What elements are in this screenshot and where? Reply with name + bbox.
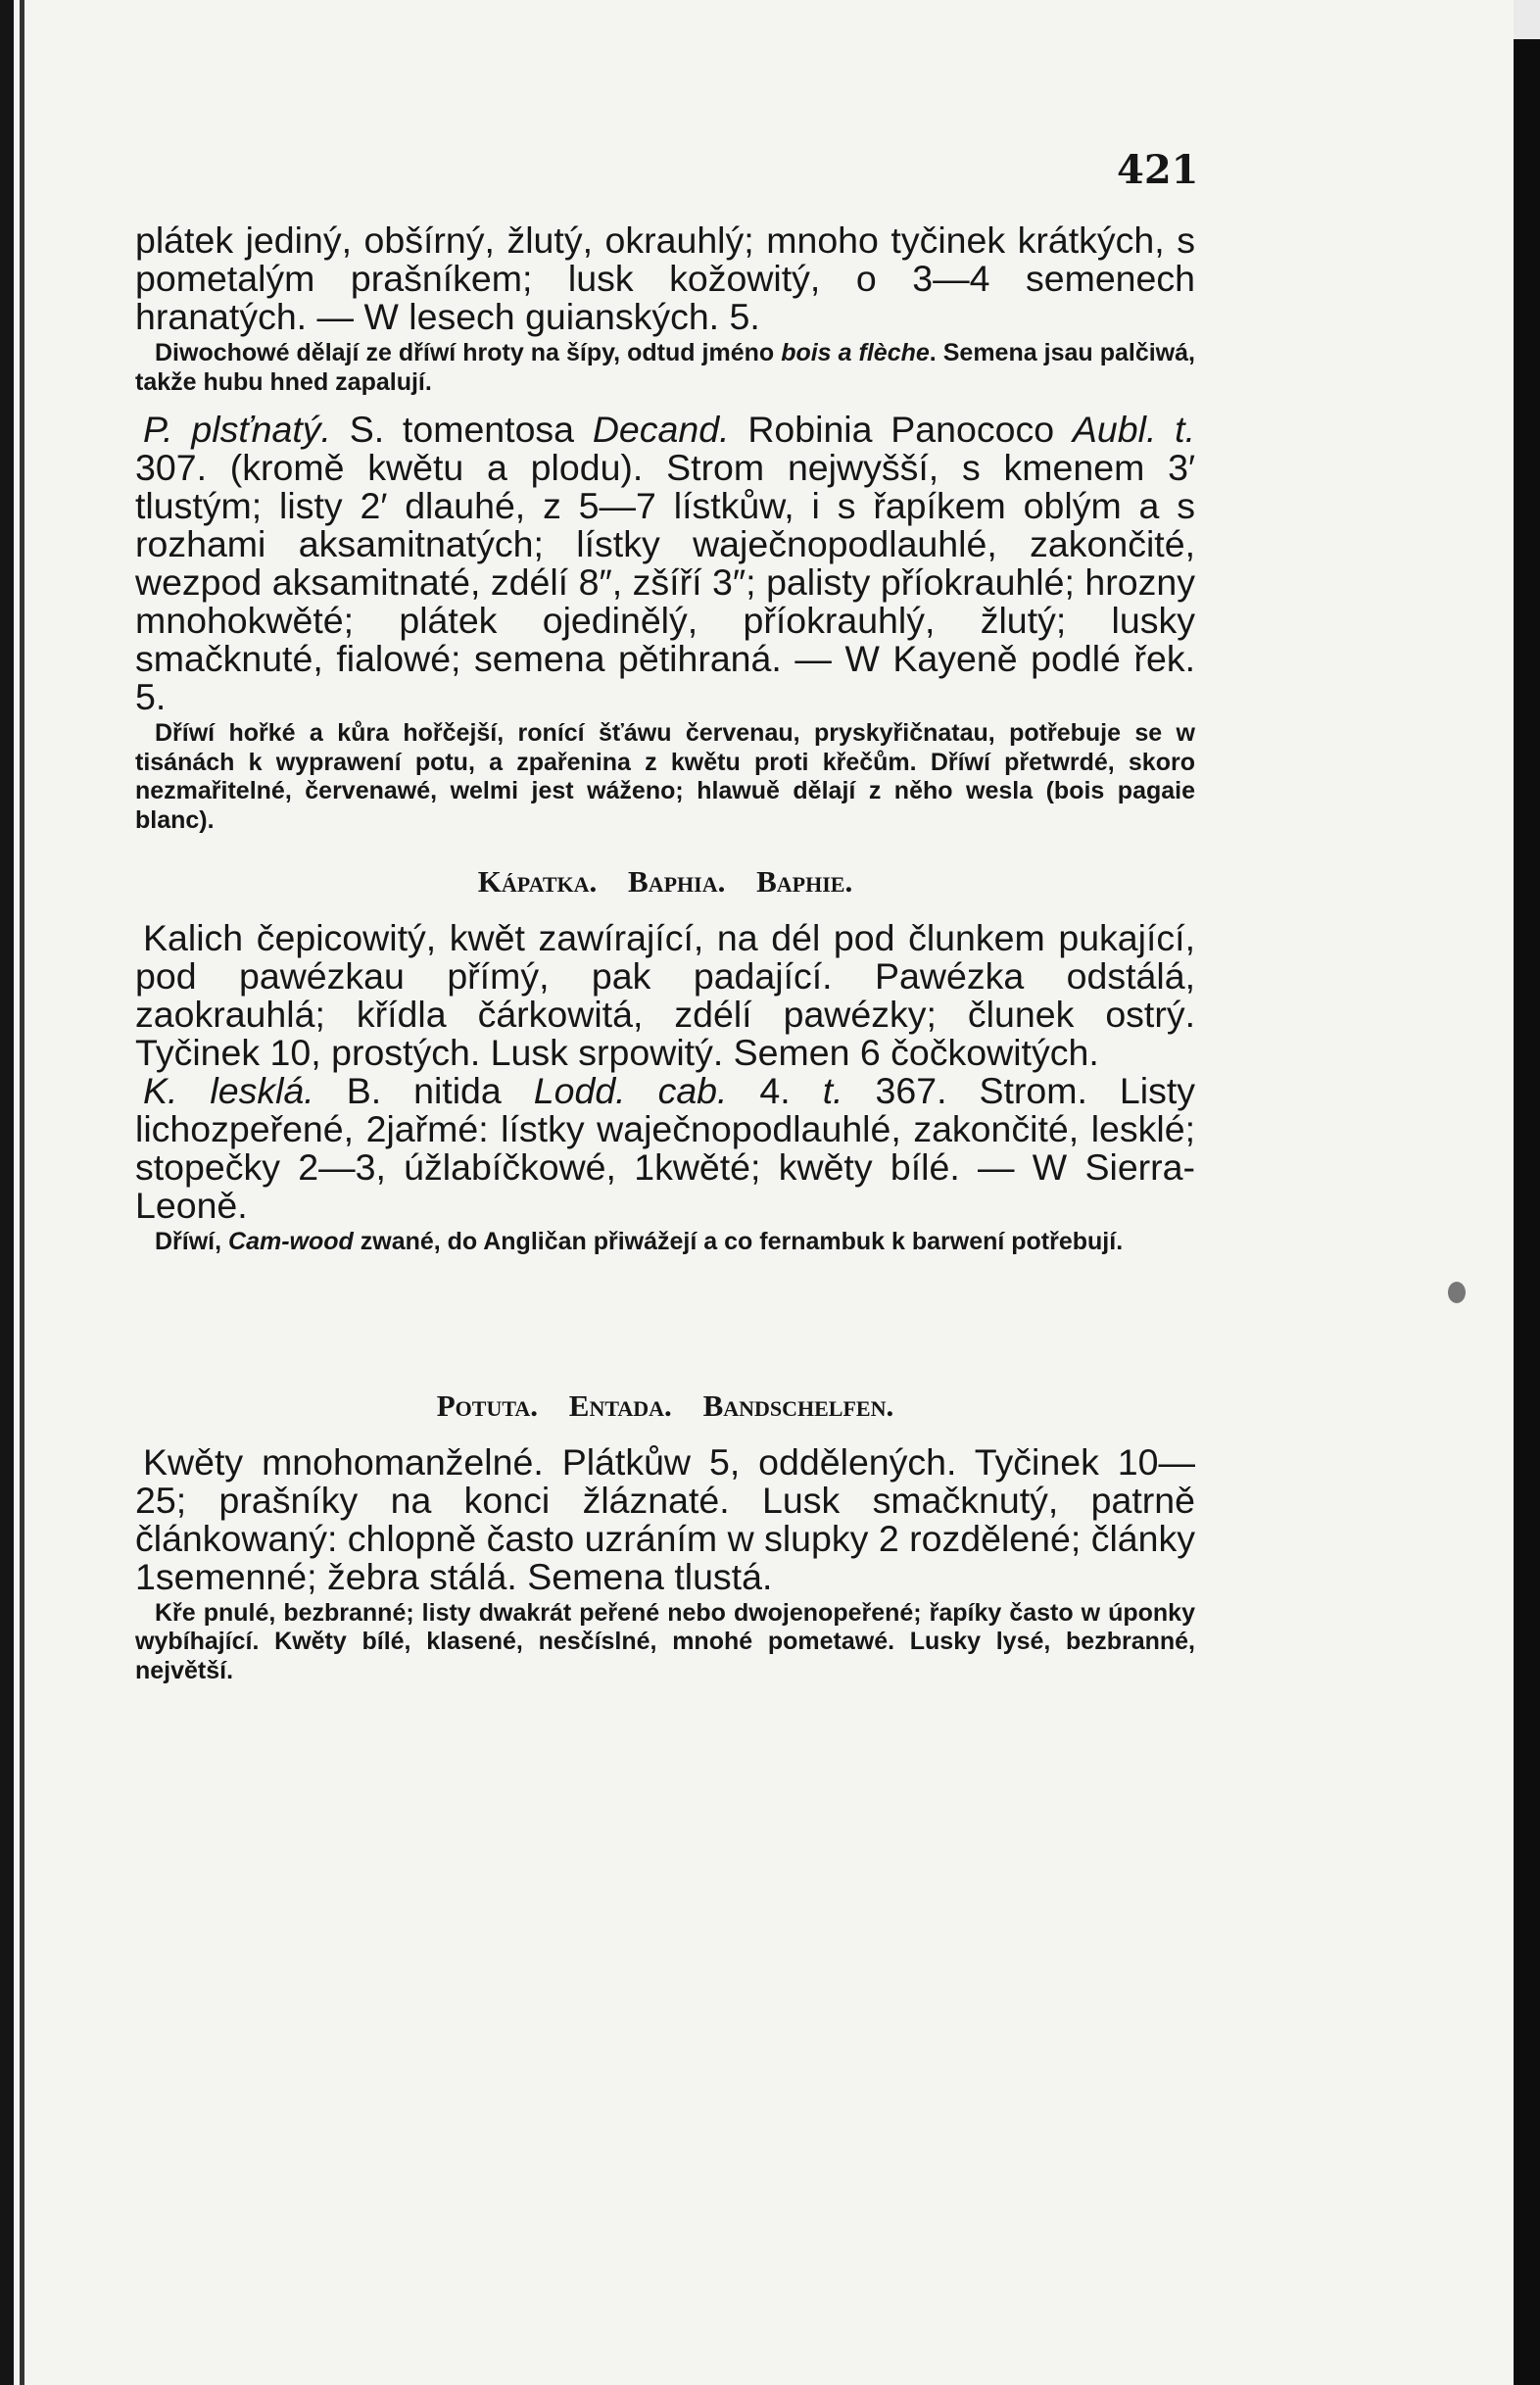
genus-2-name-cz: Potuta. [436,1387,539,1423]
genus-description-entada: Kwěty mnohomanželné. Plátkůw 5, oddělených. Tyčinek 10—25; prašníky na konci žláznaté. Lusk smačknutý, patrně článkowaný: chlopně často uzráním w slupky 2 rozdělené; články 1semenné; žebra stálá. Semena tlustá. [135,1440,1195,1597]
note-1-text-a: Diwochowé dělají ze dříwí hroty na šípy, odtud jméno [155,339,782,366]
note-1 [135,339,1195,397]
genus-2-name-la: Entada. [568,1387,672,1423]
species-2-name-cz: K. lesklá. [143,1070,314,1111]
species-author: Decand. [592,409,730,450]
species-ref: Aubl. t. [1072,409,1195,450]
genus-2-name-de: Bandschelfen. [702,1387,894,1423]
note-1-text-b: bois a flèche [781,339,930,366]
note-3-text-a: Dříwí, [155,1228,229,1255]
note-3-text-c: zwané, do Angličan přiwážejí a co fernambuk k barwení potřebují. [353,1228,1124,1255]
scan-border-top [1514,0,1540,39]
genus-name-la: Baphia. [628,864,726,899]
genus-name-cz: Kápatka. [477,864,598,899]
scan-border [1514,0,1540,2385]
species-2-author: Lodd. cab. [533,1070,728,1111]
species-name-cz: P. plsťnatý. [143,409,331,450]
species-2-ref: t. [822,1070,843,1111]
species-text-d: Robinia Panococo [729,409,1073,450]
genus-name-fr: Baphie. [756,864,853,899]
note-2: Dříwí hořké a kůra hořčejší, ronící šťáwu červenau, pryskyřičnatau, potřebuje se w tisánách k wyprawení potu, a zpařenina z kwětu proti křečům. Dříwí přetwrdé, skoro nezmařitelné, červenawé, welmi jest wáženo; hlawuě dělají z něho wesla (bois pagaie blanc). [135,719,1195,834]
note-1-text-c: . Semena jsau palčiwá, takže hubu hned zapalují. [135,339,1195,396]
genus-heading-entada [135,1388,1195,1424]
species-2-text-d: 4. [727,1070,823,1111]
species-baphia-nitida [135,1072,1195,1225]
species-paba [135,411,1195,716]
note-3-text-b: Cam-wood [228,1228,354,1255]
paragraph-1: plátek jediný, obšírný, žlutý, okrauhlý; mnoho tyčinek krátkých, s pometalým prašníkem; lusk kožowitý, o 3—4 semenech hranatých. — W lesech guianských. 5. [135,219,1195,337]
species-2-text-b: B. nitida [313,1070,534,1111]
species-2-description: 367. Strom. Listy lichozpeřené, 2jařmé: lístky waječnopodlauhlé, zakončité, lesklé; stopečky 2—3, úžlabíčkowé, 1kwěté; kwěty bílé. — W Sierra-Leoně. [135,1070,1195,1226]
binding-line [20,0,24,2385]
species-description: 307. (kromě kwětu a plodu). Strom nejwyšší, s kmenem 3′ tlustým; listy 2′ dlauhé, z 5—7 lístkůw, i s řapíkem oblým a s rozhami aksamitnatých; lístky waječnopodlauhlé, zakončité, wezpod aksamitnaté, zdélí 8″, zšíří 3″; palisty příokrauhlé; hrozny mnohokwěté; plátek ojedinělý, příokrauhlý, žlutý; lusky smačknuté, fialowé; semena pětihraná. — W Kayeně podlé řek. 5. [135,447,1195,717]
tribe-heading [135,1312,1195,1359]
paper-spot [1448,1282,1466,1303]
genus-heading-baphia [135,864,1195,900]
genus-description-baphia: Kalich čepicowitý, kwět zawírající, na dél pod člunkem pukající, pod pawézkau přímý, pak padající. Pawézka odstálá, zaokrauhlá; křídla čárkowitá, zdélí pawézky; člunek ostrý. Tyčinek 10, prostých. Lusk srpowitý. Semen 6 čočkowitých. [135,917,1195,1073]
page-content [135,221,1195,1685]
page-number: 421 [1117,147,1199,193]
species-text-b: S. tomentosa [330,409,593,450]
binding-edge [0,0,14,2385]
note-3 [135,1228,1195,1257]
note-4: Kře pnulé, bezbranné; listy dwakrát peřené nebo dwojenopeřené; řapíky často w úponky wybíhající. Kwěty bílé, klasené, nesčíslné, mnohé pometawé. Lusky lysé, bezbranné, největší. [135,1598,1195,1684]
